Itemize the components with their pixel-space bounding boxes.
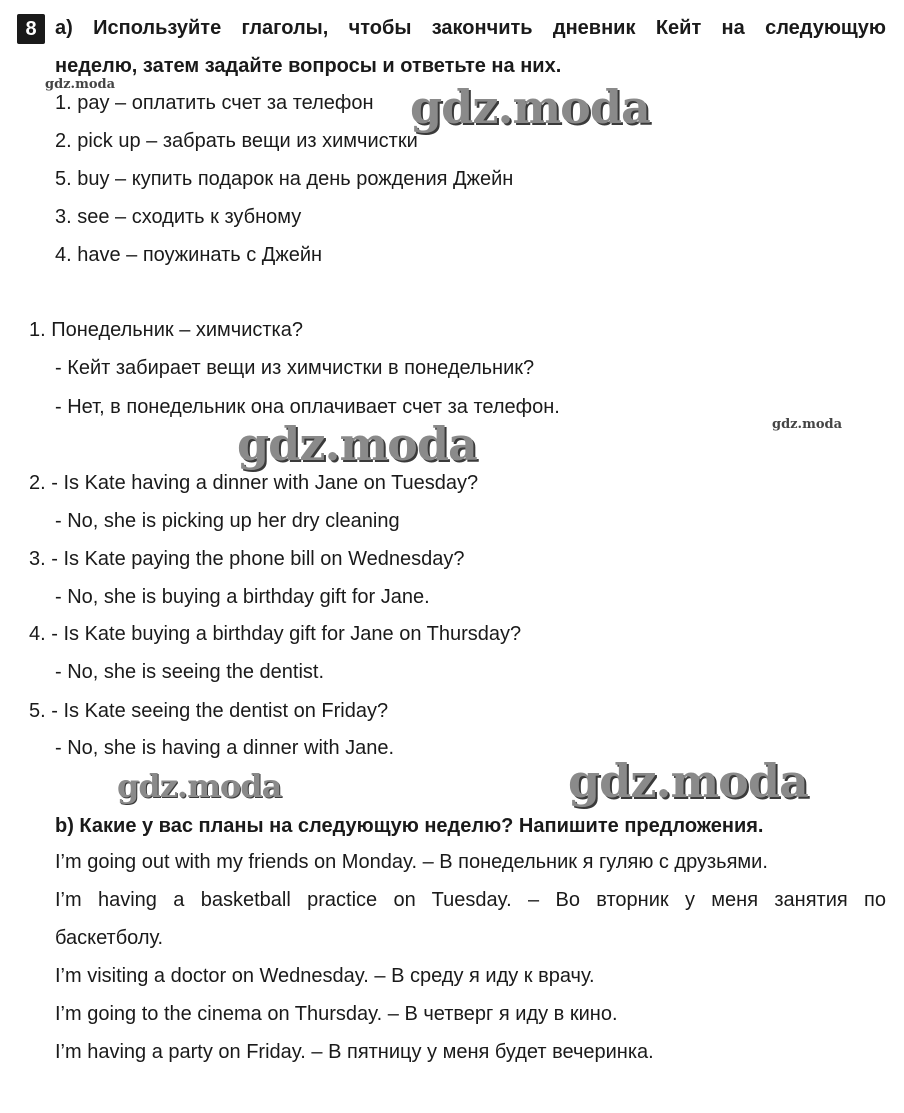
part-a-heading-line2: неделю, затем задайте вопросы и ответьте на них. bbox=[55, 55, 562, 77]
verb-item-2: 2. pick up – забрать вещи из химчистки bbox=[55, 130, 418, 152]
qa-line: - No, she is having a dinner with Jane. bbox=[55, 737, 395, 759]
qa-line: - No, she is buying a birthday gift for Jane. bbox=[55, 586, 430, 608]
verb-item-5: 4. have – поужинать с Джейн bbox=[55, 244, 323, 266]
plan-line: I’m visiting a doctor on Wednesday. – В среду я иду к врачу. bbox=[55, 965, 595, 987]
qa-line: 1. Понедельник – химчистка? bbox=[29, 319, 303, 341]
verb-item-3: 5. buy – купить подарок на день рождения Джейн bbox=[55, 168, 514, 190]
qa-line: - No, she is picking up her dry cleaning bbox=[55, 510, 400, 532]
qa-line: 3. - Is Kate paying the phone bill on Wednesday? bbox=[29, 548, 465, 570]
watermark: gdz.moda bbox=[772, 417, 843, 432]
verb-item-4: 3. see – сходить к зубному bbox=[55, 206, 302, 228]
watermark: gdz.moda bbox=[410, 80, 650, 134]
qa-line: 2. - Is Kate having a dinner with Jane on Tuesday? bbox=[29, 472, 479, 494]
watermark: gdz.moda bbox=[237, 417, 477, 471]
qa-line: 5. - Is Kate seeing the dentist on Friday? bbox=[29, 700, 389, 722]
part-a-heading-line1: a) Используйте глаголы, чтобы закончить дневник Кейт на следующую bbox=[55, 17, 886, 39]
qa-line: 4. - Is Kate buying a birthday gift for Jane on Thursday? bbox=[29, 623, 522, 645]
plan-line: I’m having a party on Friday. – В пятницу у меня будет вечеринка. bbox=[55, 1041, 654, 1063]
exercise-number-badge: 8 bbox=[17, 14, 45, 44]
watermark: gdz.moda bbox=[568, 754, 808, 808]
plan-line: баскетболу. bbox=[55, 927, 164, 949]
plan-line: I’m going to the cinema on Thursday. – В четверг я иду в кино. bbox=[55, 1003, 618, 1025]
qa-line: - Нет, в понедельник она оплачивает счет за телефон. bbox=[55, 396, 560, 418]
watermark: gdz.moda bbox=[117, 767, 282, 805]
part-b-heading: b) Какие у вас планы на следующую неделю? Напишите предложения. bbox=[55, 815, 764, 837]
plan-line: I’m going out with my friends on Monday. – В понедельник я гуляю с друзьями. bbox=[55, 851, 768, 873]
verb-item-1: 1. pay – оплатить счет за телефон bbox=[55, 92, 374, 114]
qa-line: - Кейт забирает вещи из химчистки в понедельник? bbox=[55, 357, 535, 379]
plan-line: I’m having a basketball practice on Tuesday. – Во вторник у меня занятия по bbox=[55, 889, 886, 911]
qa-line: - No, she is seeing the dentist. bbox=[55, 661, 325, 683]
watermark: gdz.moda bbox=[45, 77, 116, 92]
